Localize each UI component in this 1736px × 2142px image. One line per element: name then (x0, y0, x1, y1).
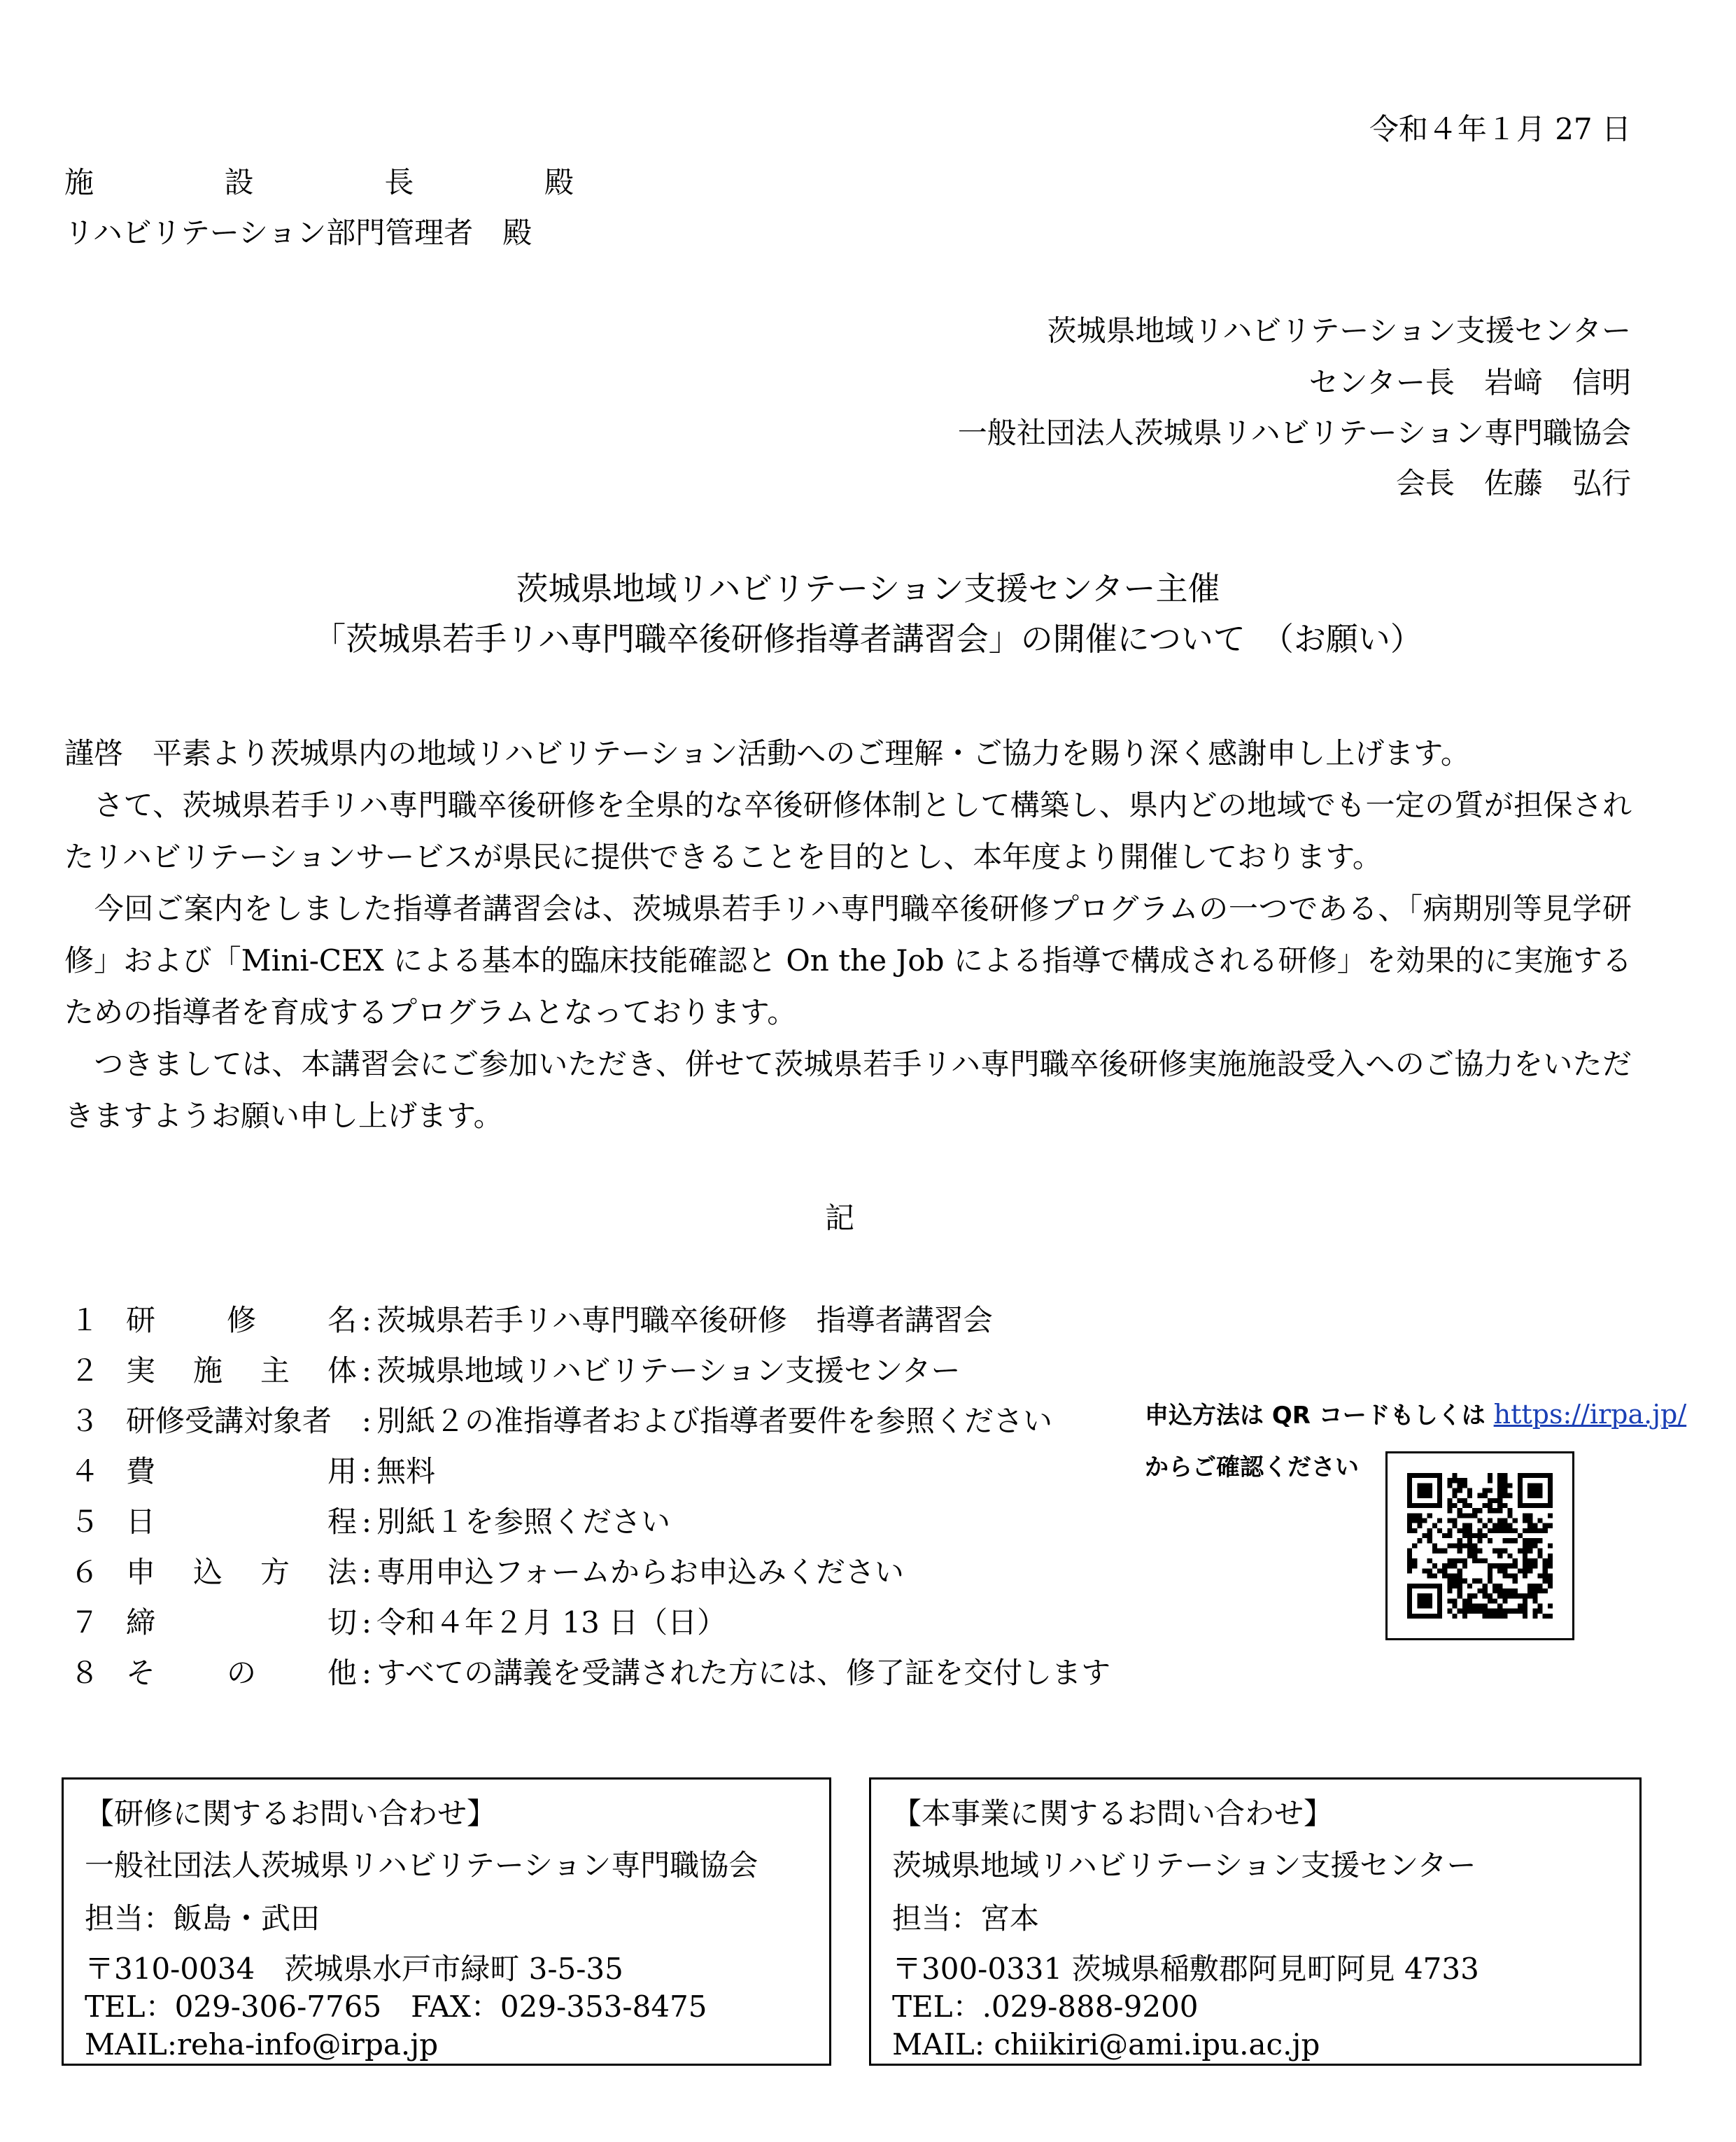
contact-heading: 【本事業に関するお問い合わせ】 (892, 1796, 1334, 1831)
contact-address: 〒300-0331 茨城県稲敷郡阿見町阿見 4733 (892, 1952, 1479, 1986)
list-item (70, 1404, 1052, 1439)
ki-heading: 記 (824, 1201, 854, 1235)
item-colon: : (361, 1605, 372, 1640)
item-number: １ (70, 1303, 100, 1337)
item-value: 茨城県地域リハビリテーション支援センター (376, 1353, 961, 1388)
list-item (70, 1555, 904, 1590)
item-label-char: 日 (126, 1505, 156, 1539)
body-paragraph: つきましては、本講習会にご参加いただき、併せて茨城県若手リハ専門職卒後研修実施施設受入へのご協力をいただきますようお願い申し上げます。 (64, 1047, 1632, 1133)
sender-head-2: 会長 佐藤 弘行 (1395, 466, 1631, 500)
body-text (64, 728, 1632, 1142)
item-number: ８ (70, 1656, 100, 1690)
item-value: 令和４年２月 13 日（日） (376, 1605, 727, 1640)
qr-code-icon[interactable] (1385, 1451, 1574, 1640)
document-title-line-2: 「茨城県若手リハ専門職卒後研修指導者講習会」の開催について （お願い） (313, 620, 1423, 658)
item-value: 専用申込フォームからお申込みください (376, 1555, 904, 1589)
item-label-char: 研 (126, 1303, 156, 1337)
contact-phone: TEL：.029-888-9200 (892, 1989, 1199, 2024)
list-item (70, 1454, 435, 1489)
body-paragraph: 謹啓 平素より茨城県内の地域リハビリテーション活動へのご理解・ご協力を賜り深く感謝申し上げます。 (64, 736, 1470, 770)
contact-box-project (869, 1777, 1642, 2066)
item-label-char: 体 (327, 1353, 357, 1388)
item-label-char: の (226, 1656, 256, 1690)
item-label-char: 費 (126, 1454, 156, 1488)
qr-code-graphic (1407, 1473, 1553, 1619)
body-paragraph: さて、茨城県若手リハ専門職卒後研修を全県的な卒後研修体制として構築し、県内どの地域でも一定の質が担保されたリハビリテーションサービスが県民に提供できることを目的とし、本年度より開催しております。 (64, 788, 1632, 874)
qr-instruction-2: からご確認ください (1145, 1453, 1359, 1481)
list-item (70, 1505, 670, 1539)
list-item (70, 1303, 993, 1338)
item-label-char: 締 (126, 1605, 156, 1640)
item-colon: : (361, 1404, 372, 1438)
contact-address: 〒310-0034 茨城県水戸市緑町 3-5-35 (85, 1952, 623, 1986)
item-label-char: 実 (126, 1353, 156, 1388)
sender-org-2: 一般社団法人茨城県リハビリテーション専門職協会 (957, 416, 1631, 450)
item-colon: : (361, 1656, 372, 1690)
item-label (126, 1555, 357, 1589)
item-label-char: 修 (226, 1303, 256, 1337)
addressee-rehab-manager: リハビリテーション部門管理者 殿 (64, 216, 532, 250)
item-colon: : (361, 1555, 372, 1589)
qr-instruction (1145, 1401, 1686, 1428)
item-value: 無料 (376, 1454, 436, 1488)
item-colon: : (361, 1303, 372, 1337)
contact-org: 茨城県地域リハビリテーション支援センター (892, 1848, 1476, 1882)
item-label (126, 1353, 357, 1388)
sender-org-1: 茨城県地域リハビリテーション支援センター (1047, 313, 1631, 348)
item-label-char: 他 (327, 1656, 357, 1690)
contact-person: 担当：宮本 (892, 1901, 1040, 1936)
contact-org: 一般社団法人茨城県リハビリテーション専門職協会 (85, 1848, 758, 1882)
list-item (70, 1605, 726, 1640)
item-number: ４ (70, 1454, 100, 1488)
contact-phone: TEL：029-306-7765 FAX：029-353-8475 (85, 1989, 707, 2024)
addressee-char: 設 (224, 165, 254, 199)
item-colon: : (361, 1353, 372, 1388)
item-value: すべての講義を受講された方には、修了証を交付します (376, 1656, 1111, 1690)
body-paragraph: 今回ご案内をしました指導者講習会は、茨城県若手リハ専門職卒後研修プログラムの一つである、「病期別等見学研修」および「Mini-CEX による基本的臨床技能確認と On the Job による指導で構成される研修」を効果的に実施するための指導者を育成するプログラムとなっております。 (64, 892, 1632, 1029)
item-label (126, 1507, 357, 1537)
item-label (126, 1404, 357, 1438)
addressee-facility-director (64, 165, 574, 199)
item-label-char: 込 (192, 1555, 223, 1589)
item-label-char: 研修受講対象者 (126, 1404, 332, 1438)
sender-head-1: センター長 岩﨑 信明 (1308, 365, 1631, 400)
item-value: 茨城県若手リハ専門職卒後研修 指導者講習会 (376, 1303, 993, 1337)
item-value: 別紙１を参照ください (376, 1505, 671, 1539)
item-label-char: 用 (327, 1454, 357, 1488)
item-label-char: そ (126, 1656, 156, 1690)
list-item (70, 1353, 961, 1388)
item-label (126, 1658, 357, 1688)
item-number: ３ (70, 1404, 100, 1438)
irpa-website-link[interactable]: https://irpa.jp/ (1493, 1399, 1687, 1430)
item-label-char: 申 (126, 1555, 156, 1589)
item-colon: : (361, 1505, 372, 1539)
item-label-char: 方 (260, 1555, 290, 1589)
contact-box-training (62, 1777, 831, 2066)
item-value: 別紙２の准指導者および指導者要件を参照ください (376, 1404, 1053, 1438)
item-label-char: 主 (260, 1353, 290, 1388)
item-number: ５ (70, 1505, 100, 1539)
item-label-char: 施 (192, 1353, 223, 1388)
item-label (126, 1605, 357, 1640)
list-item (70, 1656, 1110, 1691)
item-label (126, 1303, 357, 1337)
item-label-char: 法 (327, 1555, 357, 1589)
item-number: ２ (70, 1353, 100, 1388)
item-label-char: 名 (327, 1303, 357, 1337)
contact-mail: MAIL: chiikiri@ami.ipu.ac.jp (892, 2027, 1320, 2062)
item-label-char: 切 (327, 1605, 357, 1640)
contact-person: 担当：飯島・武田 (85, 1901, 320, 1936)
contact-heading: 【研修に関するお問い合わせ】 (85, 1796, 497, 1831)
addressee-char: 長 (384, 165, 414, 199)
item-colon: : (361, 1454, 372, 1488)
document-title-line-1: 茨城県地域リハビリテーション支援センター主催 (516, 570, 1220, 607)
item-label (126, 1454, 357, 1488)
item-number: ７ (70, 1605, 100, 1640)
addressee-char: 殿 (544, 165, 574, 199)
item-label-char: 程 (327, 1505, 357, 1539)
contact-mail: MAIL:reha-info@irpa.jp (85, 2027, 439, 2062)
qr-instruction-text: 申込方法は QR コードもしくは (1145, 1402, 1494, 1430)
document-date: 令和４年１月 27 日 (1369, 112, 1631, 146)
item-number: ６ (70, 1555, 100, 1589)
addressee-char: 施 (64, 165, 94, 199)
